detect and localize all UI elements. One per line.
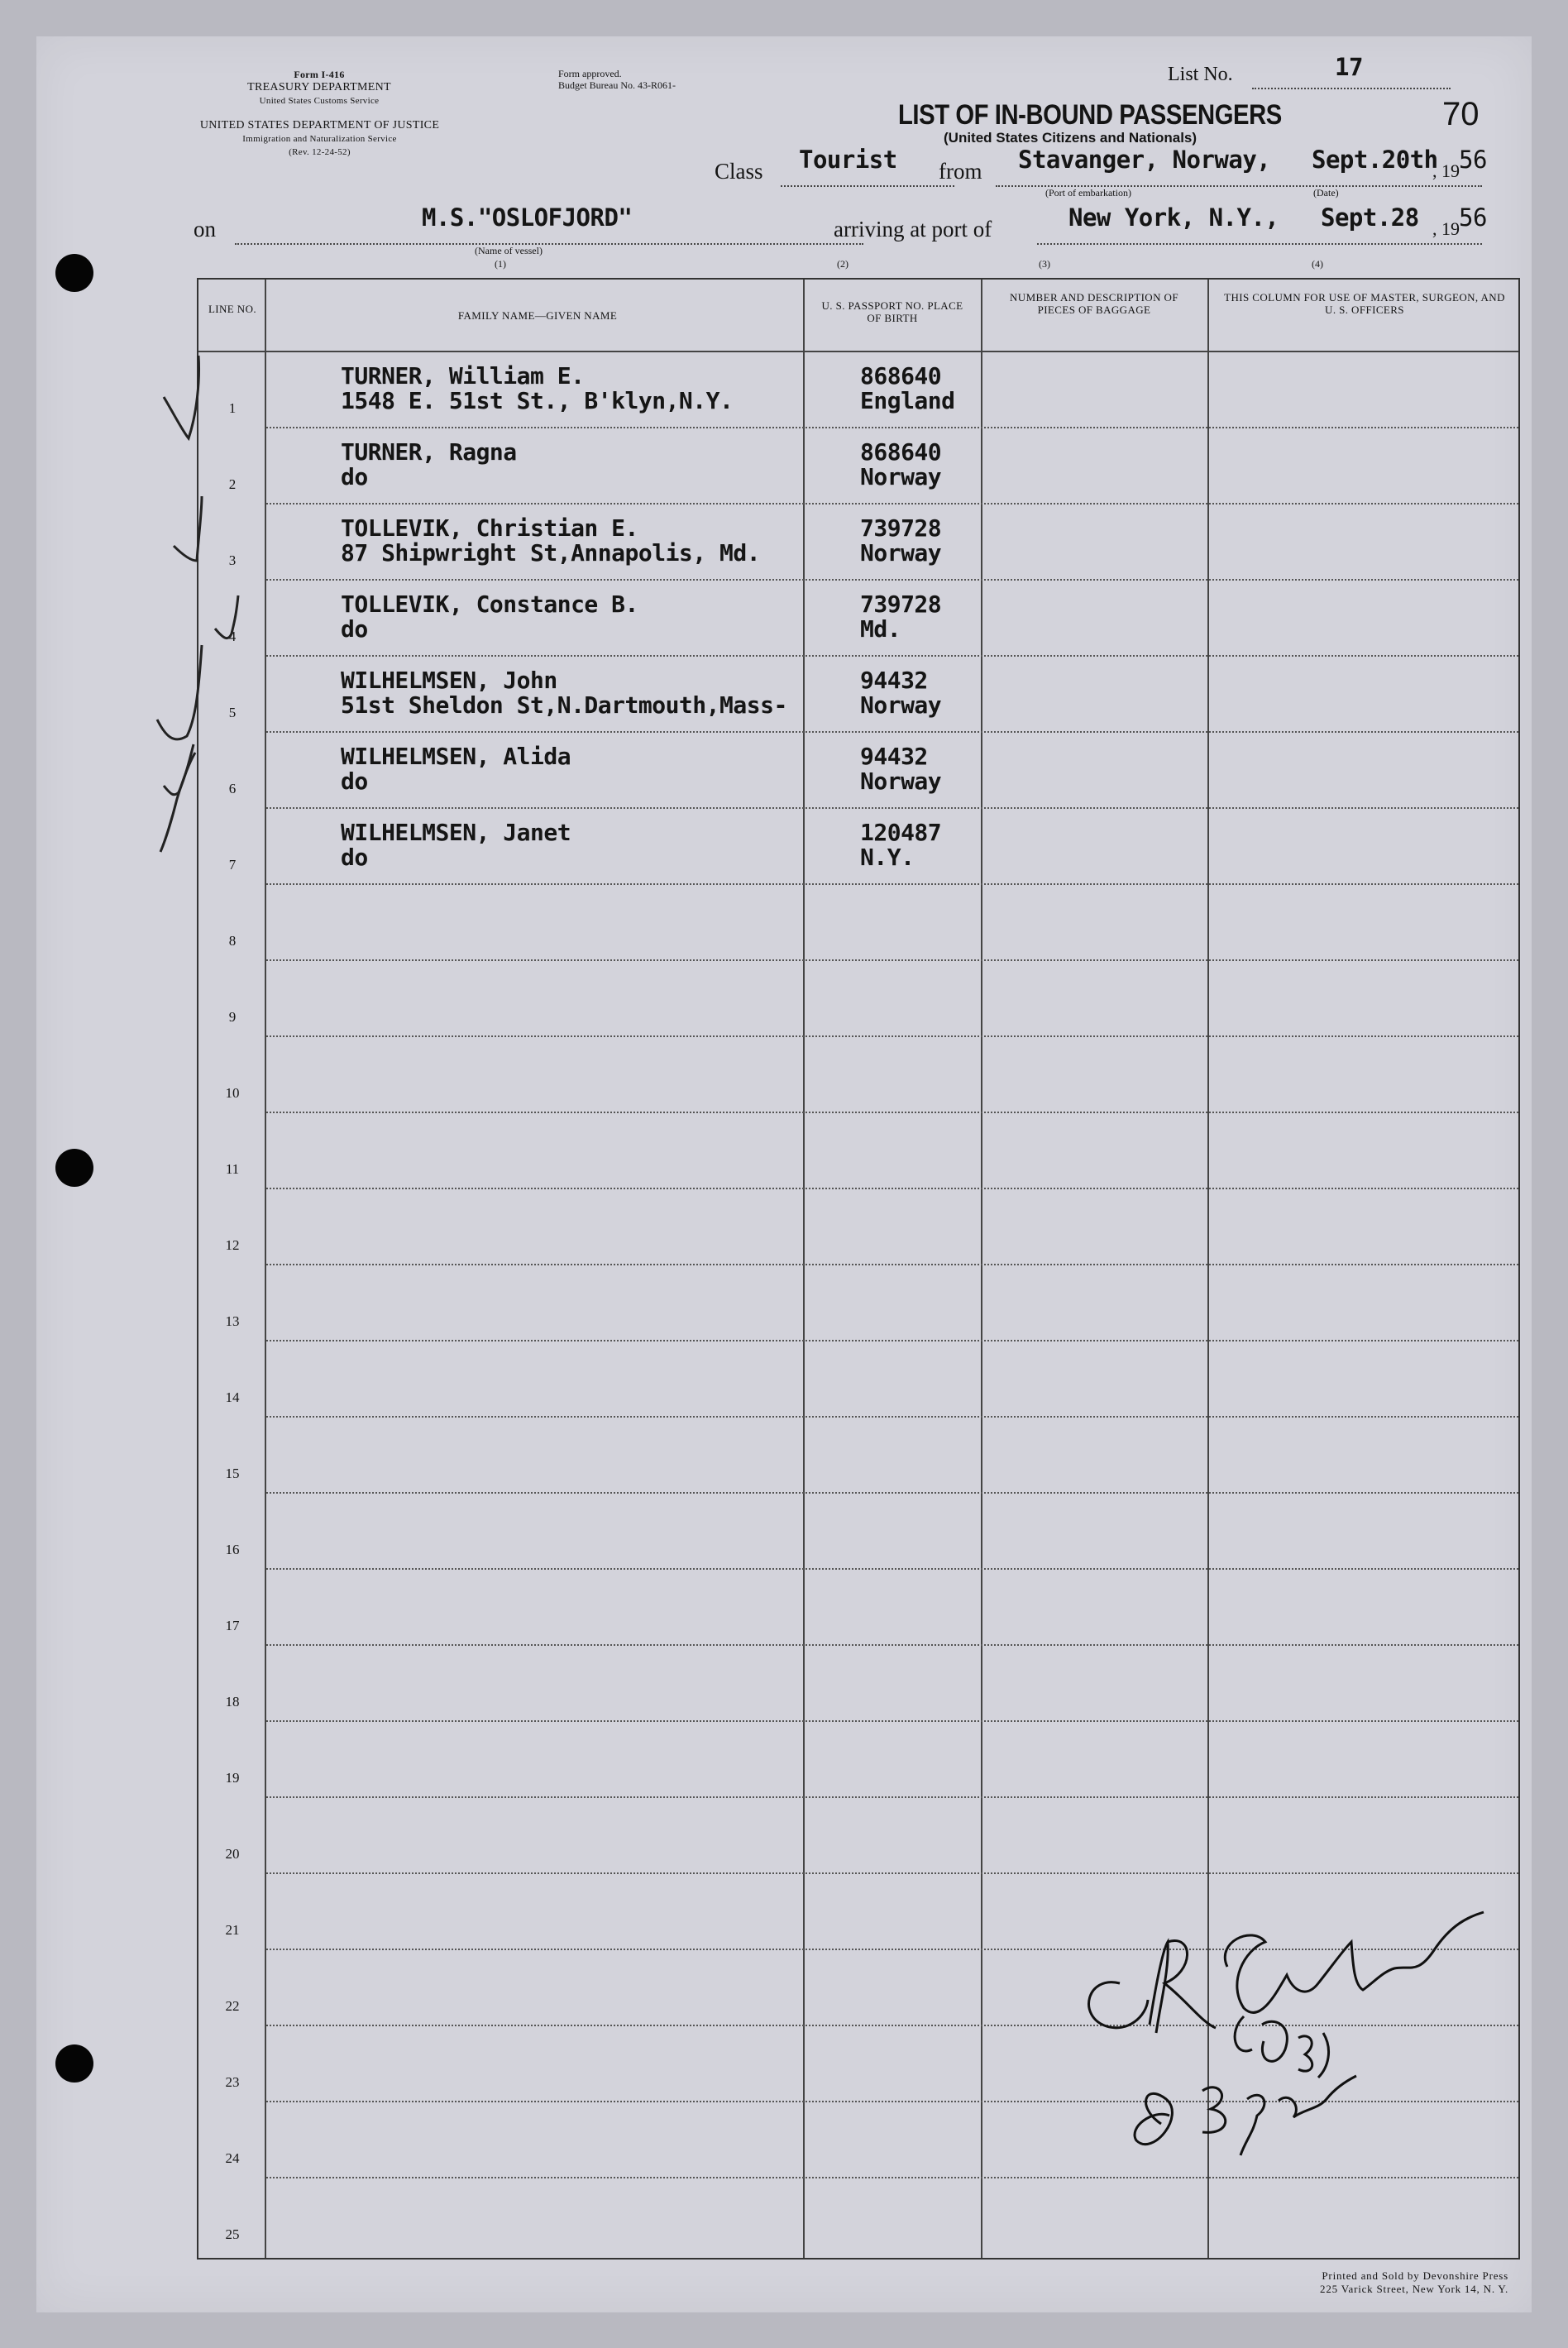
passenger-address: 51st Sheldon St,N.Dartmouth,Mass- [341, 691, 787, 719]
line-number: 18 [225, 1694, 240, 1710]
row-divider [266, 1340, 1518, 1341]
printer-line-2: 225 Varick Street, New York 14, N. Y. [1320, 2283, 1508, 2295]
row-divider [266, 1872, 1518, 1874]
passenger-address: do [341, 463, 368, 490]
line-number: 8 [228, 933, 237, 949]
punch-hole-top [55, 254, 93, 292]
passport-number: 739728 [860, 591, 942, 618]
line-number: 1 [228, 400, 237, 416]
passenger-address: 87 Shipwright St,Annapolis, Md. [341, 539, 761, 567]
row-divider [266, 1720, 1518, 1722]
passenger-name: TURNER, William E. [341, 362, 585, 390]
col-header-line-no: LINE NO. [208, 303, 257, 315]
line-number: 22 [225, 1998, 240, 2014]
line-number: 5 [228, 705, 237, 720]
arrival-line [1037, 243, 1482, 245]
row-divider [266, 883, 1518, 885]
passenger-name: TOLLEVIK, Constance B. [341, 591, 638, 618]
line-number: 15 [225, 1466, 240, 1481]
punch-hole-middle [55, 1149, 93, 1187]
class-value: Tourist [799, 146, 897, 174]
column-divider-line-no [265, 280, 266, 2258]
document-page [36, 36, 1532, 2312]
column-divider-passport [981, 280, 982, 2258]
class-label: Class [715, 159, 763, 184]
naturalization-service: Immigration and Naturalization Service [242, 134, 397, 144]
justice-department: UNITED STATES DEPARTMENT OF JUSTICE [199, 119, 440, 132]
col-header-name: FAMILY NAME—GIVEN NAME [457, 309, 618, 322]
line-number: 6 [228, 781, 237, 796]
printer-line-1: Printed and Sold by Devonshire Press [1322, 2269, 1508, 2282]
form-number-block [237, 68, 402, 108]
treasury-department: TREASURY DEPARTMENT [247, 81, 391, 93]
printer-footer [1201, 2269, 1508, 2296]
from-label: from [939, 159, 982, 184]
page-subtitle: (United States Citizens and Nationals) [944, 130, 1198, 146]
port-caption: (Port of embarkation) [1045, 187, 1131, 198]
arrival-date: Sept.28 [1321, 203, 1419, 232]
column-1-caption: (1) [495, 258, 506, 270]
row-divider [266, 1796, 1518, 1798]
customs-service: United States Customs Service [259, 96, 380, 106]
birthplace: Norway [860, 539, 942, 567]
column-4-caption: (4) [1312, 258, 1323, 270]
column-divider-name [803, 280, 805, 2258]
justice-dept-block [185, 119, 454, 159]
punch-hole-bottom [55, 2044, 93, 2083]
line-number: 9 [228, 1009, 237, 1025]
budget-bureau: Budget Bureau No. 43-R061- [558, 79, 676, 91]
row-divider [266, 1568, 1518, 1570]
passport-number: 120487 [860, 819, 942, 846]
row-divider [266, 1188, 1518, 1189]
line-number: 2 [228, 476, 237, 492]
date-caption: (Date) [1313, 187, 1339, 198]
arrival-port: New York, N.Y., [1068, 203, 1279, 232]
row-divider [266, 1644, 1518, 1646]
line-number: 12 [225, 1237, 240, 1253]
signature-graphic [1070, 1892, 1500, 2240]
line-number: 13 [225, 1313, 240, 1329]
col-header-baggage: NUMBER AND DESCRIPTION OF PIECES OF BAGGAGE [1010, 291, 1178, 316]
class-line [781, 185, 954, 187]
passport-number: 94432 [860, 667, 928, 694]
embarkation-port: Stavanger, Norway, [1018, 146, 1271, 174]
list-no-line [1252, 88, 1451, 89]
page-title: LIST OF IN-BOUND PASSENGERS [898, 99, 1282, 131]
row-divider [266, 503, 1518, 505]
embarkation-date: Sept.20th [1312, 146, 1438, 174]
passenger-name: TURNER, Ragna [341, 438, 517, 466]
column-2-caption: (2) [837, 258, 849, 270]
col-header-passport: U. S. PASSPORT NO. PLACE OF BIRTH [821, 299, 963, 324]
row-divider [266, 427, 1518, 428]
line-number: 23 [225, 2074, 240, 2090]
line-number: 24 [225, 2150, 240, 2166]
line-number: 11 [225, 1161, 240, 1177]
form-number: Form I-416 [294, 69, 345, 80]
birthplace: Norway [860, 463, 942, 490]
arriving-label: arriving at port of [834, 217, 992, 241]
column-3-caption: (3) [1039, 258, 1050, 270]
vessel-name: M.S."OSLOFJORD" [422, 203, 633, 232]
passenger-name: WILHELMSEN, Alida [341, 743, 571, 770]
passenger-address: do [341, 768, 368, 795]
birthplace: Norway [860, 691, 942, 719]
passenger-name: WILHELMSEN, John [341, 667, 557, 694]
line-number: 25 [225, 2226, 240, 2242]
row-divider [266, 1112, 1518, 1113]
check-marks [149, 347, 256, 860]
passenger-address: 1548 E. 51st St., B'klyn,N.Y. [341, 387, 734, 414]
line-number: 7 [228, 857, 237, 873]
line-number: 17 [225, 1618, 240, 1633]
approval-block [558, 68, 773, 91]
vessel-line [235, 243, 863, 245]
row-divider [266, 579, 1518, 581]
line-number: 20 [225, 1846, 240, 1862]
row-divider [266, 1416, 1518, 1418]
line-number: 16 [225, 1542, 240, 1557]
row-divider [266, 731, 1518, 733]
birthplace: England [860, 387, 955, 414]
line-number: 10 [225, 1085, 240, 1101]
passport-number: 739728 [860, 514, 942, 542]
passport-number: 868640 [860, 362, 942, 390]
page-number: 70 [1442, 96, 1480, 132]
passenger-address: do [341, 844, 368, 871]
row-divider [266, 1035, 1518, 1037]
on-label: on [194, 217, 216, 241]
birthplace: Norway [860, 768, 942, 795]
birthplace: N.Y. [860, 844, 915, 871]
embarkation-year: 56 [1459, 146, 1487, 174]
revision-date: (Rev. 12-24-52) [289, 147, 351, 157]
birthplace: Md. [860, 615, 901, 643]
line-number: 14 [225, 1389, 240, 1405]
line-number: 3 [228, 552, 237, 568]
passenger-name: WILHELMSEN, Janet [341, 819, 571, 846]
vessel-caption: (Name of vessel) [475, 245, 543, 256]
passport-number: 94432 [860, 743, 928, 770]
form-approved: Form approved. [558, 68, 622, 79]
line-number: 19 [225, 1770, 240, 1786]
passenger-address: do [341, 615, 368, 643]
embarkation-year-prefix: , 19 [1432, 160, 1460, 181]
row-divider [266, 655, 1518, 657]
list-no-value: 17 [1335, 53, 1363, 81]
passenger-name: TOLLEVIK, Christian E. [341, 514, 638, 542]
row-divider [266, 807, 1518, 809]
header-divider [198, 351, 1518, 352]
line-number: 4 [228, 629, 237, 644]
col-header-officers: THIS COLUMN FOR USE OF MASTER, SURGEON, AND U. S. OFFICERS [1224, 291, 1505, 316]
arrival-year-prefix: , 19 [1432, 218, 1460, 239]
list-no-label: List No. [1168, 64, 1233, 85]
line-number: 21 [225, 1922, 240, 1938]
row-divider [266, 1492, 1518, 1494]
passport-number: 868640 [860, 438, 942, 466]
arrival-year: 56 [1459, 203, 1487, 232]
row-divider [266, 959, 1518, 961]
row-divider [266, 1264, 1518, 1265]
